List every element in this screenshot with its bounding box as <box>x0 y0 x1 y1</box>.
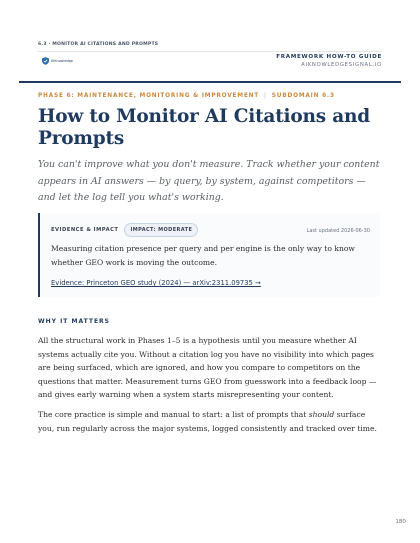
why-paragraph-1: All the structural work in Phases 1–5 is a hypothesis until you measure whether AI systems actually cite you. Without a citation log you have no visibility into which pages are being surfaced, which are ignored, and how you compare to competitors on the questions that matter. Measurement turns GEO from guesswork into a feedback loop — and gives early warning when a system starts misrepresenting your content. <box>38 336 377 400</box>
evidence-text: Measuring citation presence per query and per engine is the only way to know whether GEO work is moving the outcome. <box>51 244 355 267</box>
subdomain-label: SUBDOMAIN 6.3 <box>271 93 335 99</box>
evidence-callout <box>38 213 380 297</box>
p2-text-before: The core practice is simple and manual to start: a list of prompts that <box>38 410 309 419</box>
guide-header <box>276 54 382 68</box>
phase-breadcrumb <box>38 93 335 99</box>
page-title: How to Monitor AI Citations and Prompts <box>38 106 371 149</box>
p2-emphasis: should <box>308 410 335 419</box>
site-logo[interactable] <box>42 57 73 65</box>
p2-text-after: surface you, run regularly across the major systems, logged consistently and tracked over time. <box>38 410 377 433</box>
breadcrumb-separator: | <box>264 93 267 99</box>
shield-logo-icon <box>42 57 49 65</box>
evidence-label: EVIDENCE & IMPACT <box>51 227 119 233</box>
lede: You can't improve what you don't measure. Track whether your content appears in AI answers — by query, by system, against competitors — and let the log tell you what's working. <box>38 159 380 204</box>
phase-label: PHASE 6: MAINTENANCE, MONITORING & IMPROVEMENT <box>38 93 260 99</box>
site-url[interactable]: AIKNOWLEDGESIGNAL.IO <box>301 62 382 68</box>
why-paragraph-2 <box>38 408 383 435</box>
last-updated: Last updated 2026-06-30 <box>306 228 370 234</box>
page-number: 180 <box>395 519 406 525</box>
header-divider <box>38 51 382 52</box>
running-header <box>38 42 382 47</box>
guide-label: FRAMEWORK HOW-TO GUIDE <box>276 54 382 60</box>
impact-badge: IMPACT: MODERATE <box>124 223 198 237</box>
section-subtitle: 6.3 · MONITOR AI CITATIONS AND PROMPTS <box>38 42 159 47</box>
why-heading: WHY IT MATTERS <box>38 318 110 325</box>
header-rule <box>19 81 401 83</box>
logo-text: AIKnowledge <box>51 59 73 63</box>
evidence-link[interactable]: Evidence: Princeton GEO study (2024) — arXiv:2311.09735 → <box>51 279 261 287</box>
